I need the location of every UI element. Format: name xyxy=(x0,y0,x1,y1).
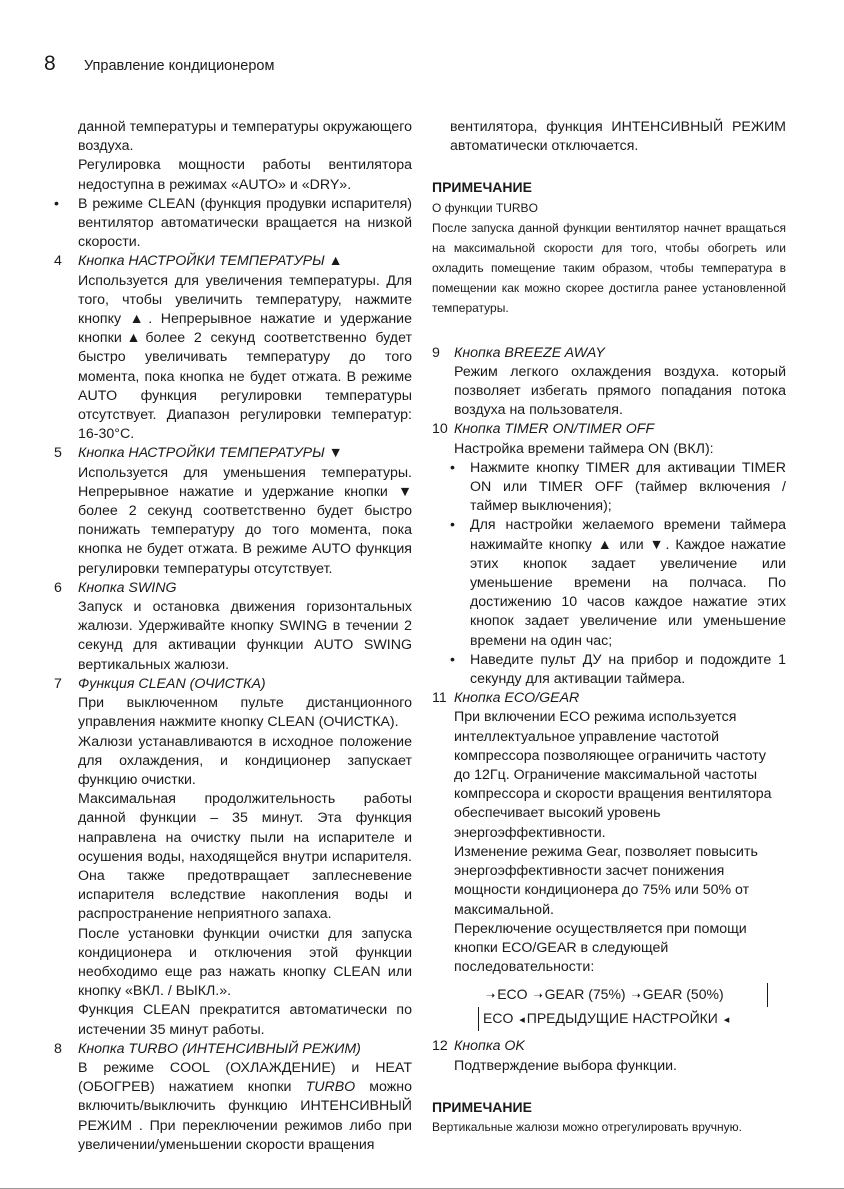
note-heading: ПРИМЕЧАНИЕ xyxy=(432,1098,532,1115)
section-text: После установки функции очистки для запуска кондиционера и отключения этой функции необходимо еще раз нажать кнопку CLEAN или кнопку «ВКЛ. / ВЫКЛ.». xyxy=(78,925,412,1000)
note-subtitle: О функции TURBO xyxy=(432,200,538,215)
page-number: 8 xyxy=(44,52,56,75)
note-heading: ПРИМЕЧАНИЕ xyxy=(432,179,532,196)
bullet-item: • Нажмите кнопку TIMER для активации TIMER ON или TIMER OFF (таймер включения / таймер выключения); xyxy=(450,459,786,515)
left-column xyxy=(54,118,412,1155)
section-text: Максимальная продолжительность работы данной функции – 35 минут. Эта функция направлена на очистку пыли на испарителе и осушения воды, находящейся внутри испарителя. Она также предотвращает заплесневение испарителя вследствие накопления воды и распространение неприятного запаха. xyxy=(78,791,412,923)
section-heading: 4 Кнопка НАСТРОЙКИ ТЕМПЕРАТУРЫ ▲ xyxy=(54,253,343,270)
section-text: Переключение осуществляется при помощи кнопки ECO/GEAR в следующей последовательности: xyxy=(454,920,747,976)
section-heading: 12 Кнопка OK xyxy=(432,1038,525,1055)
section-heading: 5 Кнопка НАСТРОЙКИ ТЕМПЕРАТУРЫ ▼ xyxy=(54,445,343,462)
section-heading: 9 Кнопка BREEZE AWAY xyxy=(432,344,605,361)
header-title: Управление кондиционером xyxy=(84,58,275,74)
section-heading: 7 Функция CLEAN (ОЧИСТКА) xyxy=(54,675,266,692)
note-text: Вертикальные жалюзи можно отрегулировать вручную. xyxy=(432,1119,742,1134)
section-text: Используется для увеличения температуры. Для того, чтобы увеличить температуру, нажмите кнопку ▲. Непрерывное нажатие и удержание кнопки▲более 2 секунд соответственно будет быстро увеличивать температуру до того момента, пока кнопка не будет отжата. В режиме AUTO функция регулировки температуры отсутствует. Диапазон регулировки температур: 16-30°С. xyxy=(78,272,412,443)
section-text: Настройка времени таймера ON (ВКЛ): xyxy=(454,440,714,457)
section-text: Жалюзи устанавливаются в исходное положение для охлаждения, и кондиционер запускает функцию очистки. xyxy=(78,733,412,788)
section-heading: 8 Кнопка TURBO (ИНТЕНСИВНЫЙ РЕЖИМ) xyxy=(54,1040,361,1057)
arrow-left-icon: ◂ xyxy=(519,1014,525,1027)
arrow-right-icon: ➝ xyxy=(486,990,496,1003)
section-text: Используется для уменьшения температуры. Непрерывное нажатие и удержание кнопки ▼ более 2 секунд соответственно будет быстро понижать температуру до того момента, пока кнопка не будет отжата. В режиме AUTO функция регулировки температуры отсутствует. xyxy=(78,464,412,577)
bullet-item: • Наведите пульт ДУ на прибор и подождите 1 секунду для активации таймера. xyxy=(450,651,786,688)
mode-sequence-diagram: ➝ ECO ➝ GEAR (75%) ➝ GEAR (50%) ECO ◂ ПРЕДЫДУЩИЕ НАСТРОЙКИ ◂ xyxy=(478,983,768,1031)
paragraph: вентилятора, функция ИНТЕНСИВНЫЙ РЕЖИМ автоматически отключается. xyxy=(450,119,786,155)
section-text: В режиме COOL (ОХЛАЖДЕНИЕ) и HEAT (ОБОГРЕВ) нажатием кнопки TURBO можно включить/выключить функцию ИНТЕНСИВНЫЙ РЕЖИМ . При переключении режимов либо при увеличении/уменьшении скорости вращения xyxy=(78,1059,412,1153)
right-column xyxy=(432,118,786,1137)
section-text: Режим легкого охлаждения воздуха. который позволяет избегать прямого попадания потока воздуха на пользователя. xyxy=(454,363,786,419)
arrow-right-icon: ➝ xyxy=(631,990,641,1003)
page-header xyxy=(44,52,274,76)
section-text: При включении ECO режима используется интеллектуальное управление частотой компрессора позволяющее ограничить частоту до 12Гц. Ограничение максимальной частоты компрессора и скорости вращения вентилятора обеспечивает высокий уровень энергоэффективности. xyxy=(454,709,772,841)
bullet-item: • В режиме CLEAN (функция продувки испарителя) вентилятор автоматически вращается на низкой скорости. xyxy=(54,195,412,251)
section-heading: 6 Кнопка SWING xyxy=(54,579,177,596)
section-heading: 11 Кнопка ECO/GEAR xyxy=(432,690,580,707)
arrow-left-icon: ◂ xyxy=(723,1014,730,1027)
section-heading: 10 Кнопка TIMER ON/TIMER OFF xyxy=(432,421,655,438)
paragraph: Регулировка мощности работы вентилятора недоступна в режимах «AUTO» и «DRY». xyxy=(78,157,412,193)
paragraph: данной температуры и температуры окружающего воздуха. xyxy=(78,119,413,155)
arrow-right-icon: ➝ xyxy=(533,990,543,1003)
section-text: Изменение режима Gear, позволяет повысить энергоэффективности засчет понижения мощности кондиционера до 75% или 50% от максимальной. xyxy=(454,843,758,918)
section-text: При выключенном пульте дистанционного управления нажмите кнопку CLEAN (ОЧИСТКА). xyxy=(78,695,412,731)
section-text: Подтверждение выбора функции. xyxy=(454,1057,678,1074)
bullet-item: • Для настройки желаемого времени таймера нажимайте кнопку ▲ или ▼. Каждое нажатие этих кнопок задает увеличение или уменьшение времени на полчаса. По достижению 10 часов каждое нажатие этих кнопок задает увеличение или уменьшение времени на один час; xyxy=(450,517,786,649)
note-text: После запуска данной функции вентилятор начнет вращаться на максимальной скорости для того, чтобы обогреть или охладить помещение таким образом, чтобы температура в помещении как можно скорее достигла ранее установленной температуры. xyxy=(432,220,786,315)
section-text: Запуск и остановка движения горизонтальных жалюзи. Удерживайте кнопку SWING в течении 2 секунд для активации функции AUTO SWING вертикальных жалюзи. xyxy=(78,599,412,673)
section-text: Функция CLEAN прекратится автоматически по истечении 35 минут работы. xyxy=(78,1002,412,1038)
